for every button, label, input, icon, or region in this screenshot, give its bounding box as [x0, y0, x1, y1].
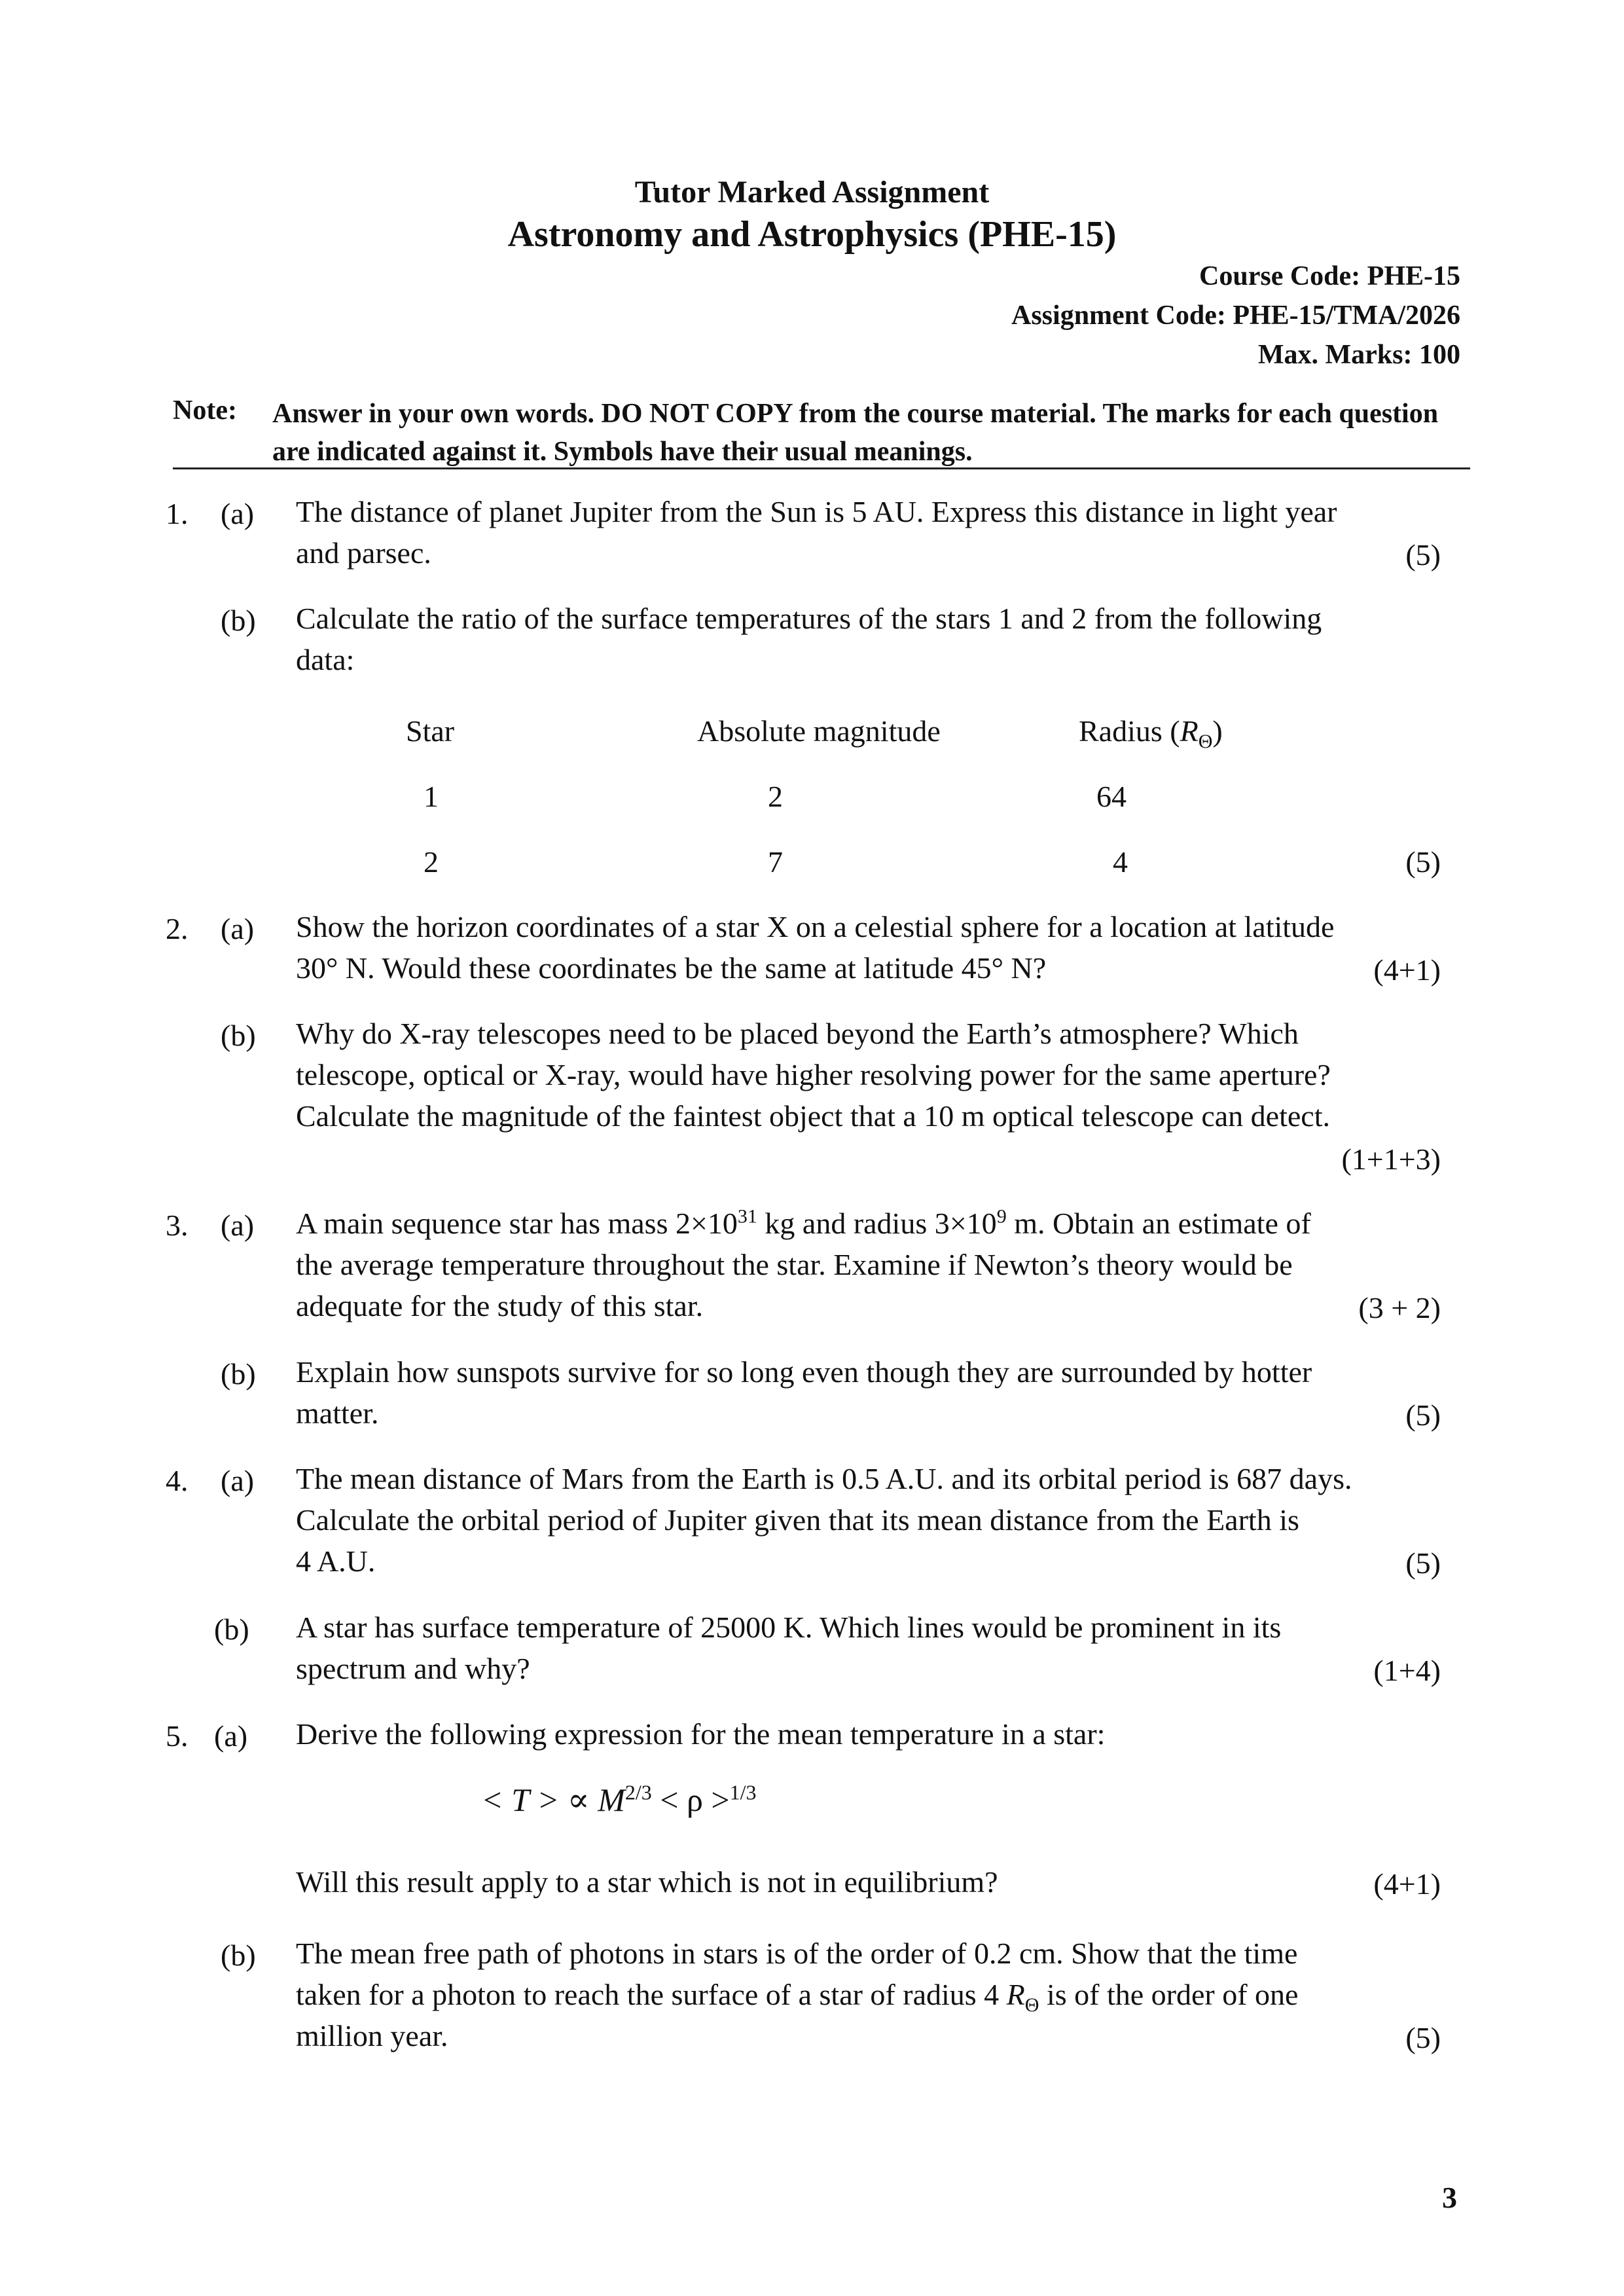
- question-3a-line3: adequate for the study of this star.: [296, 1289, 704, 1322]
- question-2b-label: (b): [221, 1019, 256, 1052]
- table-header-star: Star: [406, 714, 455, 748]
- note-text: Answer in your own words. DO NOT COPY from the course material. The marks for each question are indicated against it. Symbols have their usual meanings.: [272, 399, 1439, 467]
- question-3b-marks: (5): [1405, 1398, 1441, 1432]
- question-4a-line3: 4 A.U.: [296, 1544, 376, 1578]
- question-2a-label: (a): [221, 912, 255, 945]
- question-3a-line1: A main sequence star has mass $2\times 10^{31}$ kg and radius $3\times 10^9$ m. Obtain an estimate of: [296, 1205, 1311, 1240]
- assignment-title: Tutor Marked Assignment: [634, 175, 990, 210]
- question-3b-line2: matter.: [296, 1396, 379, 1430]
- table-header-radius: Radius $(R_\Theta)$: [1079, 714, 1223, 753]
- question-4a-line1: The mean distance of Mars from the Earth is 0.5 A.U. and its orbital period is 687 days.: [296, 1462, 1352, 1495]
- question-5b-line3: million year.: [296, 2019, 448, 2052]
- question-2-number: 2.: [166, 912, 189, 945]
- question-1b-line2: data:: [296, 643, 355, 676]
- question-1b-marks: (5): [1405, 845, 1441, 879]
- question-5b-marks: (5): [1405, 2021, 1441, 2054]
- question-4b-label: (b): [214, 1613, 249, 1646]
- question-1a-line1: The distance of planet Jupiter from the Sun is 5 AU. Express this distance in light year: [296, 495, 1337, 528]
- question-1a-marks: (5): [1405, 538, 1441, 572]
- table-row-2-star: 2: [424, 845, 439, 879]
- question-3a-line2: the average temperature throughout the star. Examine if Newton’s theory would be: [296, 1248, 1293, 1281]
- table-row-2-radius: 4: [1113, 845, 1128, 879]
- course-code: Course Code: PHE-15: [1199, 261, 1460, 291]
- table-row-2-magnitude: 7: [768, 845, 783, 879]
- question-3a-marks: (3 + 2): [1358, 1291, 1441, 1324]
- question-2a-marks: (4+1): [1373, 953, 1441, 987]
- question-5b-line2: taken for a photon to reach the surface of a star of radius 4 $R_\Theta$ is of the order of one: [296, 1978, 1299, 2016]
- question-2a-line1: Show the horizon coordinates of a star X on a celestial sphere for a location at latitude: [296, 910, 1335, 943]
- table-row-1-star: 1: [424, 780, 439, 813]
- max-marks: Max. Marks: 100: [1257, 340, 1460, 370]
- question-4a-line2: Calculate the orbital period of Jupiter given that its mean distance from the Earth is: [296, 1503, 1299, 1537]
- question-3-number: 3.: [166, 1209, 189, 1242]
- course-title: Astronomy and Astrophysics (PHE-15): [507, 214, 1117, 255]
- question-2b-line3: Calculate the magnitude of the faintest object that a 10 m optical telescope can detect.: [296, 1099, 1330, 1133]
- assignment-code: Assignment Code: PHE-15/TMA/2026: [1011, 301, 1460, 331]
- question-1b-line1: Calculate the ratio of the surface temperatures of the stars 1 and 2 from the following: [296, 602, 1322, 635]
- question-1b-label: (b): [221, 604, 256, 637]
- temperature-formula: < T > ∝ $M^{2/3} < \rho >^{1/3}$: [481, 1780, 757, 1818]
- table-row-1-radius: 64: [1096, 780, 1127, 813]
- divider-rule: [173, 467, 1470, 469]
- question-5a-line2: Will this result apply to a star which is not in equilibrium?: [296, 1865, 998, 1899]
- question-1a-label: (a): [221, 497, 255, 530]
- question-4b-marks: (1+4): [1373, 1654, 1441, 1687]
- question-1a-line2: and parsec.: [296, 536, 431, 570]
- question-4b-line2: spectrum and why?: [296, 1652, 530, 1685]
- page-number: 3: [1442, 2181, 1457, 2214]
- table-header-absolute-magnitude: Absolute magnitude: [697, 714, 941, 748]
- table-row-1-magnitude: 2: [768, 780, 783, 813]
- question-2b-line1: Why do X-ray telescopes need to be placed beyond the Earth’s atmosphere? Which: [296, 1017, 1299, 1050]
- question-3b-label: (b): [221, 1357, 256, 1391]
- question-4-number: 4.: [166, 1464, 189, 1497]
- question-5a-line1: Derive the following expression for the mean temperature in a star:: [296, 1717, 1106, 1751]
- question-3a-label: (a): [221, 1209, 255, 1242]
- question-5-number: 5.: [166, 1719, 189, 1753]
- question-2b-marks: (1+1+3): [1341, 1142, 1441, 1176]
- question-3b-line1: Explain how sunspots survive for so long even though they are surrounded by hotter: [296, 1355, 1312, 1389]
- question-4a-marks: (5): [1405, 1546, 1441, 1580]
- question-5b-label: (b): [221, 1939, 256, 1972]
- question-5b-line1: The mean free path of photons in stars is of the order of 0.2 cm. Show that the time: [296, 1937, 1298, 1970]
- question-1-number: 1.: [166, 497, 189, 530]
- question-4a-label: (a): [221, 1464, 255, 1497]
- question-4b-line1: A star has surface temperature of 25000 K. Which lines would be prominent in its: [296, 1611, 1282, 1644]
- question-5a-marks: (4+1): [1373, 1867, 1441, 1901]
- question-5a-label: (a): [214, 1719, 248, 1753]
- note-label: Note:: [173, 395, 237, 426]
- question-2a-line2: 30° N. Would these coordinates be the same at latitude 45° N?: [296, 951, 1047, 985]
- question-2b-line2: telescope, optical or X-ray, would have higher resolving power for the same aperture?: [296, 1058, 1331, 1091]
